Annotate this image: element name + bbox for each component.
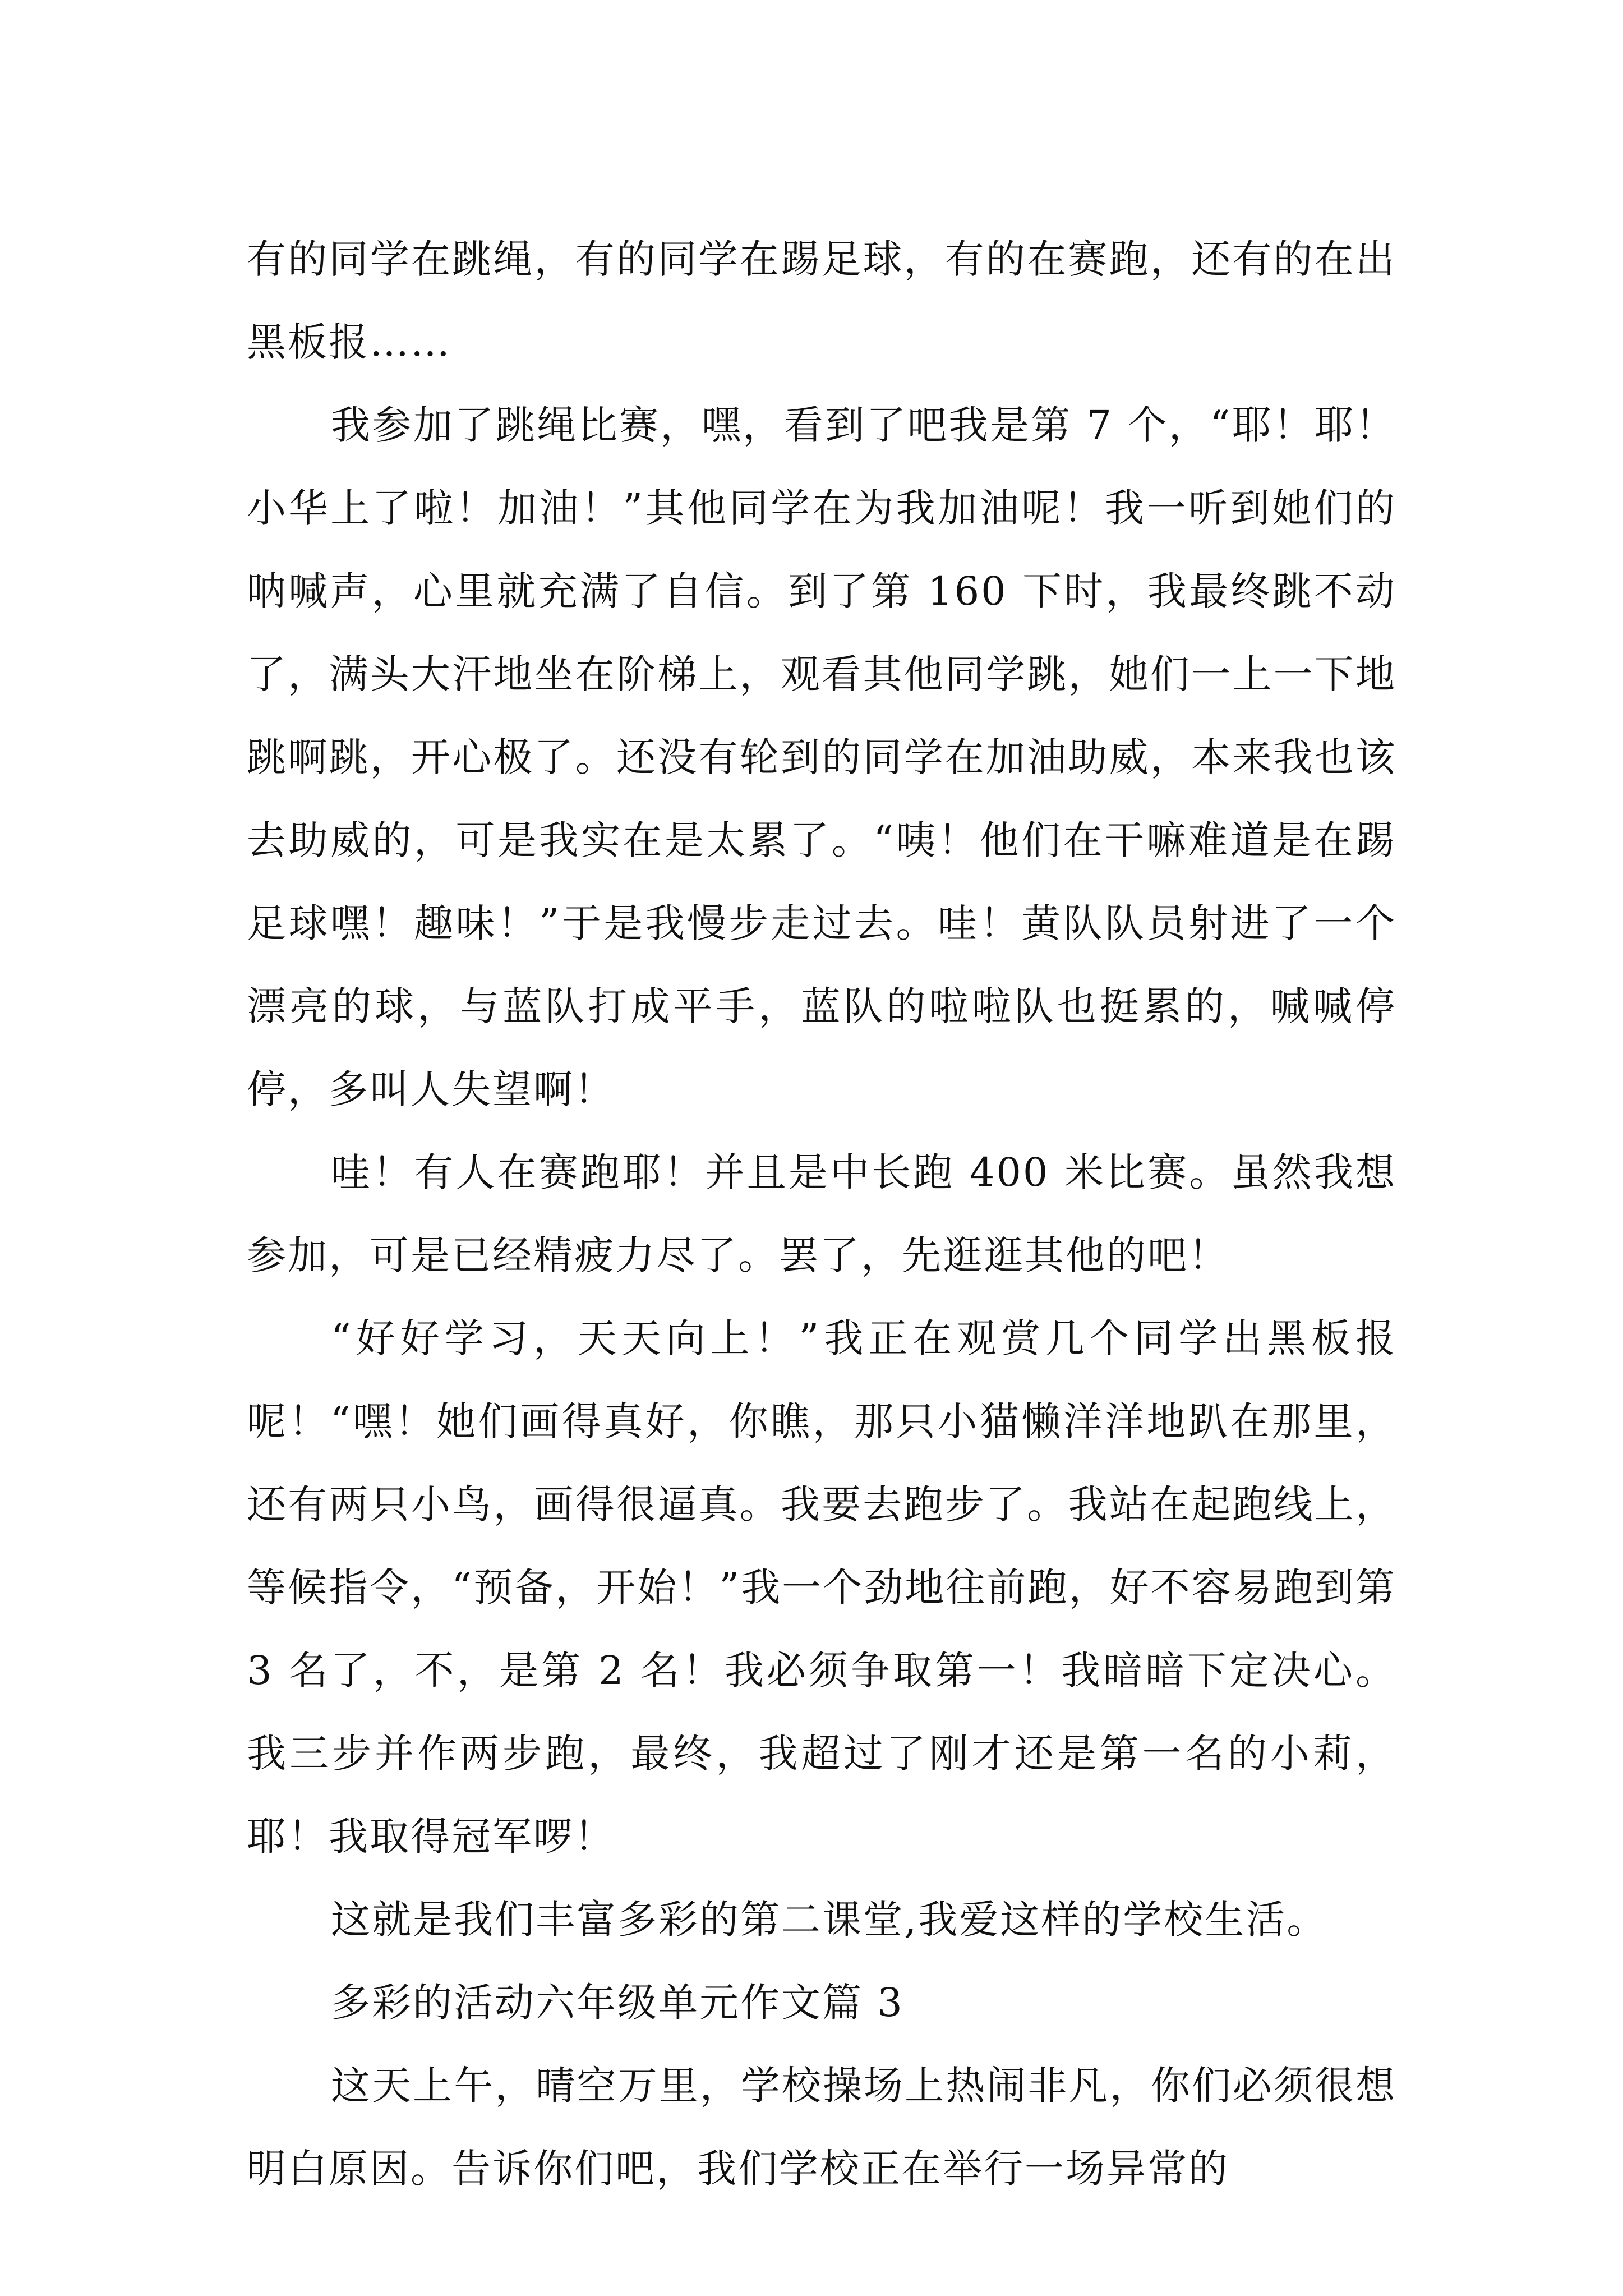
paragraph-2: 我参加了跳绳比赛，嘿，看到了吧我是第 7 个，“耶！耶！小华上了啦！加油！”其他同学在为我加油呢！我一听到她们的呐喊声，心里就充满了自信。到了第 160 下时，我最终跳不动了，满头大汗地坐在阶梯上，观看其他同学跳，她们一上一下地跳啊跳，开心极了。还没有轮到的同学在加油助威，本来我也该去助威的，可是我实在是太累了。“咦！他们在干嘛难道是在踢足球嘿！趣味！”于是我慢步走过去。哇！黄队队员射进了一个漂亮的球，与蓝队打成平手，蓝队的啦啦队也挺累的，喊喊停停，多叫人失望啊！ [247,402,1396,1112]
paragraph-6: 这天上午，晴空万里，学校操场上热闹非凡，你们必须很想明白原因。告诉你们吧，我们学校正在举行一场异常的 [247,2063,1396,2192]
paragraph-3: 哇！有人在赛跑耶！并且是中长跑 400 米比赛。虽然我想参加，可是已经精疲力尽了。罢了，先逛逛其他的吧！ [247,1149,1396,1278]
paragraph-5: 这就是我们丰富多彩的第二课堂,我爱这样的学校生活。 [331,1897,1328,1943]
document-body [247,218,1396,2210]
section-heading: 多彩的活动六年级单元作文篇 3 [331,1980,904,2026]
paragraph-1: 有的同学在跳绳，有的同学在踢足球，有的在赛跑，还有的在出黑板报…… [247,236,1396,365]
paragraph-4: “好好学习，天天向上！”我正在观赏几个同学出黑板报呢！“嘿！她们画得真好，你瞧，那只小猫懒洋洋地趴在那里，还有两只小鸟，画得很逼真。我要去跑步了。我站在起跑线上，等候指令，“预备，开始！”我一个劲地往前跑，好不容易跑到第 3 名了，不，是第 2 名！我必须争取第一！我暗暗下定决心。我三步并作两步跑，最终，我超过了刚才还是第一名的小莉，耶！我取得冠军啰！ [247,1315,1396,1860]
